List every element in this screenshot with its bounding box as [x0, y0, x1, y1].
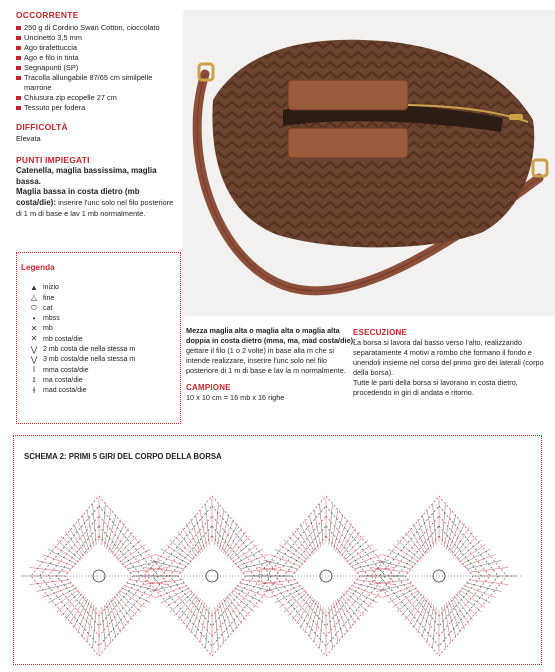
- stitch-mark: [469, 580, 508, 585]
- stitch-mark: [433, 504, 437, 544]
- legend-row: [25, 365, 135, 375]
- stitch-mark: [442, 504, 446, 544]
- three-increase-icon: ⋁: [30, 354, 38, 364]
- material-item: Tracolla allungabile 87/65 cm similpelle marrone: [16, 73, 181, 93]
- two-increase-icon: ⋁: [30, 344, 38, 354]
- stitch-mark: [225, 597, 242, 624]
- mb-costa-title: Maglia bassa in costa dietro (mb costa/die):: [16, 187, 140, 207]
- legend-row: [25, 355, 135, 365]
- difficolta-value: Elevata: [16, 133, 41, 143]
- slip-stitch-dot-icon: •: [32, 313, 36, 323]
- crochet-chart-diagram: [14, 436, 543, 666]
- stitch-mark: [57, 540, 81, 560]
- stitch-mark: [170, 592, 194, 612]
- stitch-mark: [405, 532, 424, 557]
- stitch-mark: [230, 540, 254, 560]
- stitch-mark: [344, 540, 368, 560]
- legend-box: [16, 252, 181, 424]
- stitch-mark: [87, 510, 94, 547]
- stitch-mark: [102, 607, 106, 647]
- stitch-mark: [57, 592, 81, 612]
- material-item: 250 g di Cordino Swan Cotton, cioccolato: [16, 23, 181, 33]
- stitch-mark: [339, 597, 356, 624]
- stitch-mark: [397, 592, 421, 612]
- stitch-mark: [117, 540, 141, 560]
- stitch-mark: [87, 605, 94, 642]
- punti-list: Catenella, maglia bassissima, maglia bassa.: [16, 166, 157, 186]
- bag-photo: [183, 10, 555, 316]
- legend-label: mb costa/die: [43, 335, 83, 343]
- stitch-mark: [469, 567, 508, 572]
- legend-title: Legenda: [21, 263, 55, 272]
- stitch-mark: [284, 540, 308, 560]
- material-item: Chiusura zip ecopelle 27 cm: [16, 93, 181, 103]
- esecuzione-p2: Tutte le parti della borsa si lavorano in costa dietro, procedendo in giri di andata e ritorno.: [353, 378, 518, 398]
- stitch-mark: [344, 592, 368, 612]
- stitch-mark: [329, 607, 333, 647]
- stitch-mark: [114, 595, 133, 620]
- end-triangle-icon: △: [30, 293, 38, 303]
- treble-crochet-icon: ɫ: [32, 385, 36, 395]
- legend-label: fine: [43, 294, 55, 302]
- materials-list: [16, 23, 181, 113]
- stitch-mark: [227, 532, 246, 557]
- stitch-mark: [30, 580, 69, 585]
- chart-row-ring: [65, 536, 133, 616]
- legend-row: [25, 283, 135, 293]
- stitch-mark: [200, 510, 207, 547]
- legend-label: 3 mb costa/die nella stessa m: [43, 356, 136, 364]
- stitch-mark: [377, 560, 412, 569]
- material-item: Uncinetto 3,5 mm: [16, 33, 181, 43]
- legend-row: [25, 293, 135, 303]
- stitch-mark: [150, 583, 185, 592]
- single-crochet-x-icon: ✕: [30, 323, 38, 333]
- schema-title: SCHEMA 2: PRIMI 5 GIRI DEL CORPO DELLA BORSA: [24, 452, 222, 461]
- legend-row: [25, 376, 135, 386]
- esecuzione-title: ESECUZIONE: [353, 328, 408, 337]
- stitch-mark: [466, 560, 501, 569]
- material-item: Segnapunti (SP): [16, 63, 181, 73]
- stitch-mark: [427, 605, 434, 642]
- mezza-maglia-block: [186, 326, 358, 403]
- legend-row: [25, 324, 135, 334]
- legend-label: cat: [43, 304, 53, 312]
- legend-label: mb: [43, 325, 53, 333]
- punti-title: PUNTI IMPIEGATI: [16, 154, 90, 165]
- stitch-mark: [314, 510, 321, 547]
- stitch-mark: [65, 595, 84, 620]
- stitch-mark: [457, 592, 481, 612]
- stitch-mark: [457, 540, 481, 560]
- stitch-mark: [200, 605, 207, 642]
- mezza-title: Mezza maglia alta o maglia alta o maglia alta doppia in costa dietro (mma, ma, mad costa/die):: [186, 326, 356, 346]
- stitch-mark: [292, 532, 311, 557]
- stitch-mark: [37, 583, 72, 592]
- stitch-mark: [405, 595, 424, 620]
- stitch-mark: [284, 592, 308, 612]
- stitch-mark: [320, 607, 324, 647]
- stitch-mark: [65, 532, 84, 557]
- stitch-mark: [264, 560, 299, 569]
- material-item: Tessuto per fodera: [16, 103, 181, 113]
- legend-row: [25, 304, 135, 314]
- stitch-mark: [454, 595, 473, 620]
- stitch-mark: [264, 583, 299, 592]
- stitch-mark: [178, 595, 197, 620]
- legend-row: [25, 314, 135, 324]
- legend-label: 2 mb costa die nella stessa m: [43, 346, 136, 354]
- stitch-mark: [377, 583, 412, 592]
- esecuzione-p1: La borsa si lavora dal basso verso l'alto, realizzando separatamente 4 motivi a rombo che formano il fondo e unendoli insieme nel corso del primo giro dei laterali (corpo della borsa).: [353, 338, 544, 378]
- esecuzione-block: [353, 327, 545, 398]
- double-crochet-icon: ɪ: [32, 375, 36, 385]
- stitch-mark: [93, 607, 97, 647]
- half-double-icon: Ι: [32, 365, 36, 375]
- stitch-mark: [102, 504, 106, 544]
- info-column: [16, 10, 181, 219]
- stitch-mark: [442, 607, 446, 647]
- crochet-bag-illustration: [183, 10, 555, 316]
- legend-label: mma costa/die: [43, 366, 89, 374]
- stitch-mark: [150, 560, 185, 569]
- legend-label: inizio: [43, 284, 59, 292]
- material-item: Ago e filo in tinta: [16, 53, 181, 63]
- material-item: Ago tirafettuccia: [16, 43, 181, 53]
- stitch-mark: [30, 567, 69, 572]
- legend-row: [25, 345, 135, 355]
- stitch-mark: [292, 595, 311, 620]
- start-triangle-icon: ▲: [30, 282, 38, 292]
- legend-label: mad costa/die: [43, 387, 87, 395]
- legend-row: [25, 334, 135, 344]
- stitch-mark: [230, 592, 254, 612]
- stitch-mark: [427, 510, 434, 547]
- stitch-mark: [466, 583, 501, 592]
- stitch-mark: [93, 504, 97, 544]
- stitch-mark: [112, 597, 129, 624]
- mb-costa-text: inserire l'unc solo nel filo posteriore di 1 m di base e lav 1 mb normalmente.: [16, 197, 174, 218]
- stitch-mark: [206, 504, 210, 544]
- stitch-mark: [227, 595, 246, 620]
- back-loop-x-icon: ✕: [30, 334, 38, 344]
- chain-oval-icon: ⬭: [30, 303, 38, 313]
- stitch-mark: [170, 540, 194, 560]
- stitch-mark: [397, 540, 421, 560]
- stitch-mark: [341, 595, 360, 620]
- stitch-mark: [433, 607, 437, 647]
- stitch-mark: [37, 560, 72, 569]
- stitch-mark: [114, 532, 133, 557]
- stitch-mark: [329, 504, 333, 544]
- stitch-mark: [178, 532, 197, 557]
- legend-label: mbss: [43, 315, 60, 323]
- stitch-mark: [341, 532, 360, 557]
- legend-rows: [25, 283, 135, 396]
- stitch-mark: [454, 532, 473, 557]
- legend-label: ma costa/die: [43, 376, 83, 384]
- occorrente-title: OCCORRENTE: [16, 10, 79, 20]
- campione-title: CAMPIONE: [186, 383, 231, 393]
- stitch-mark: [452, 597, 469, 624]
- campione-text: 10 x 10 cm = 16 mb x 16 righe: [186, 393, 285, 403]
- legend-row: [25, 386, 135, 396]
- stitch-mark: [206, 607, 210, 647]
- stitch-mark: [215, 607, 219, 647]
- schema-box: [13, 435, 542, 665]
- stitch-mark: [117, 592, 141, 612]
- difficolta-title: DIFFICOLTÀ: [16, 122, 68, 133]
- stitch-mark: [320, 504, 324, 544]
- stitch-mark: [314, 605, 321, 642]
- stitch-mark: [215, 504, 219, 544]
- mezza-text: gettare il filo (1 o 2 volte) in base alla m che si intende realizzare, inserire l'unc solo nel filo posteriore di 1 m di base e lav la m normalmente.: [186, 346, 346, 376]
